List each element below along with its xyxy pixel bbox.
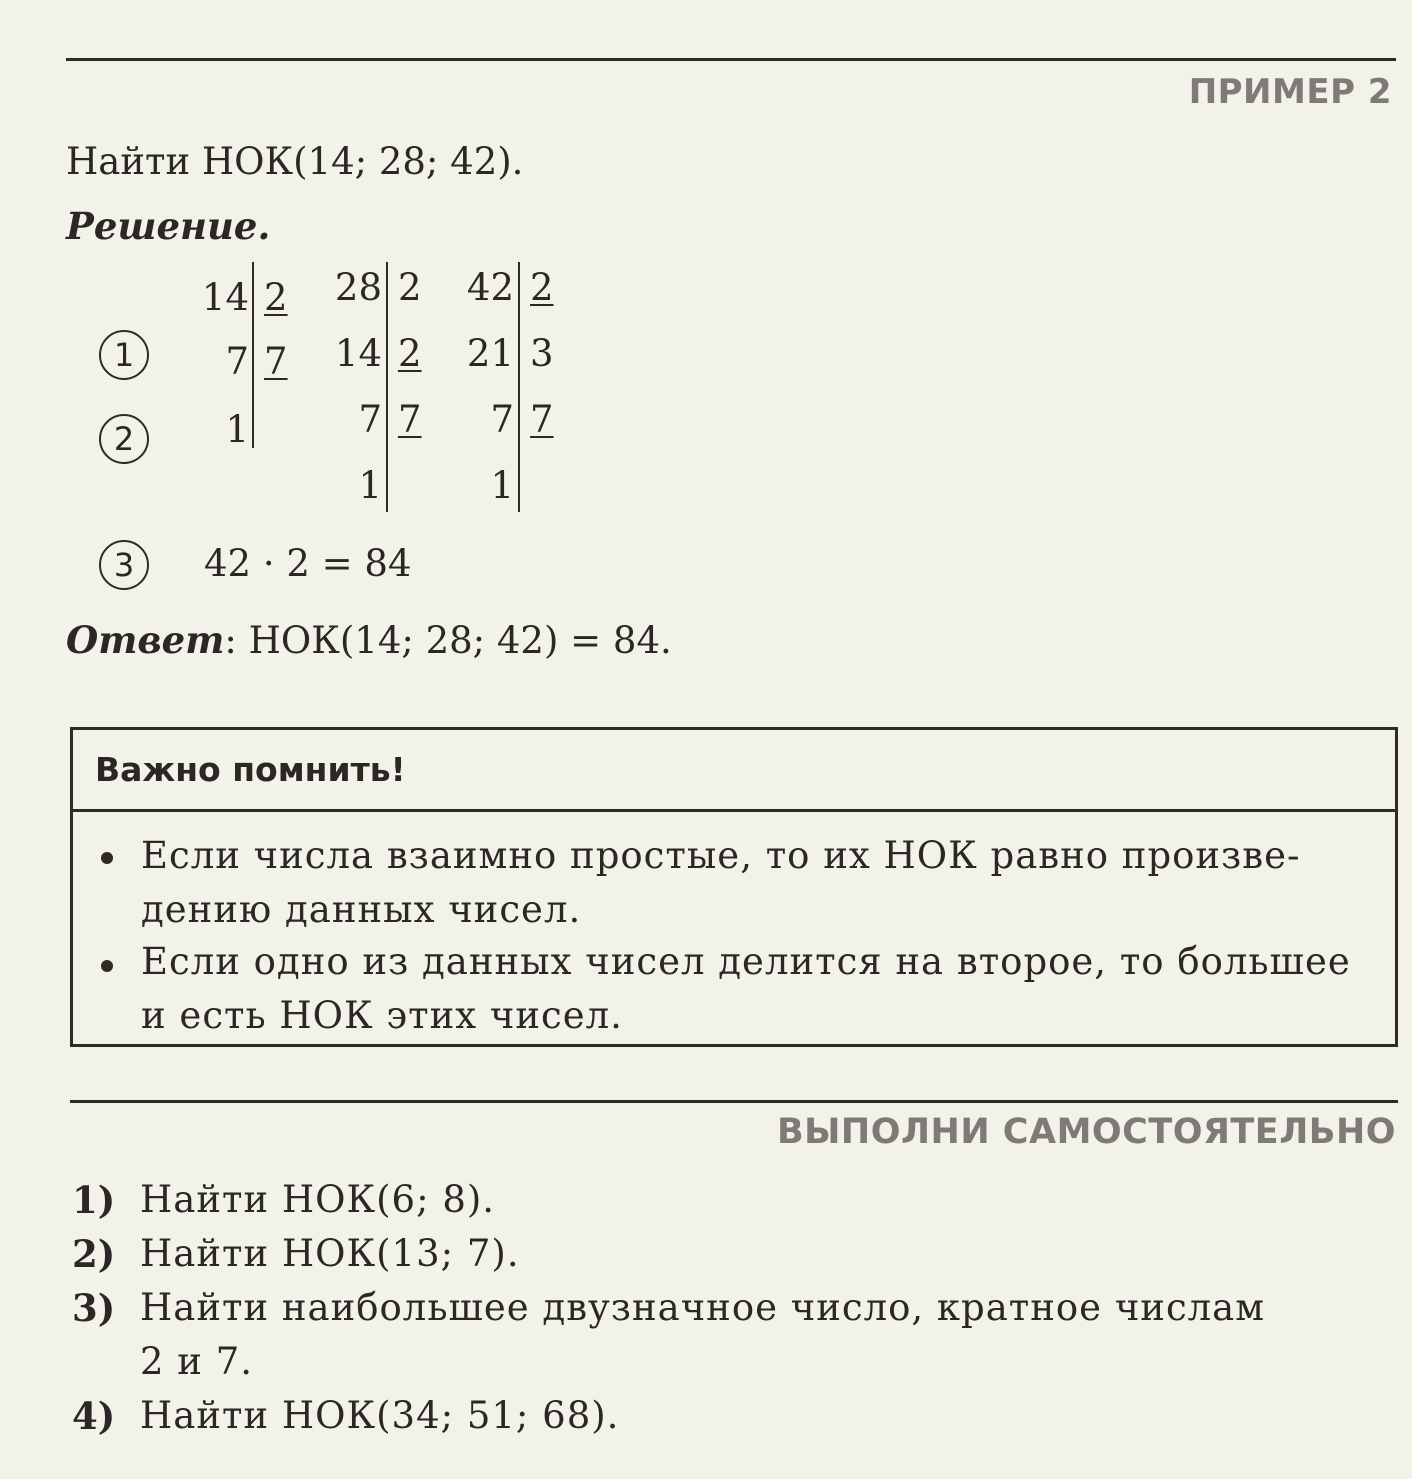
remember-bullet-2-line-1: Если одно из данных чисел делится на второе, то большее bbox=[141, 940, 1351, 983]
practice-task-number: 1) bbox=[72, 1178, 116, 1222]
step-marker-2: 2 bbox=[99, 414, 149, 464]
answer-text: : НОК(14; 28; 42) = 84. bbox=[224, 619, 672, 662]
example-task: Найти НОК(14; 28; 42). bbox=[66, 140, 524, 183]
factorization-1-number: 1 bbox=[225, 408, 249, 451]
practice-heading: ВЫПОЛНИ САМОСТОЯТЕЛЬНО bbox=[776, 1112, 1396, 1152]
practice-task-number: 2) bbox=[72, 1232, 116, 1276]
practice-task-4: Найти НОК(34; 51; 68). bbox=[140, 1394, 620, 1437]
step-marker-1: 1 bbox=[99, 330, 149, 380]
factorization-2-line bbox=[386, 262, 388, 512]
factorization-1-line bbox=[252, 262, 254, 448]
factorization-3-number: 21 bbox=[466, 332, 514, 375]
step-marker-3: 3 bbox=[99, 540, 149, 590]
factorization-2-number: 28 bbox=[334, 266, 382, 309]
practice-task-2: Найти НОК(13; 7). bbox=[140, 1232, 520, 1275]
factorization-3-divisor: 2 bbox=[530, 266, 554, 309]
factorization-3-number: 7 bbox=[490, 398, 514, 441]
bullet-dot bbox=[101, 960, 113, 972]
practice-task-1: Найти НОК(6; 8). bbox=[140, 1178, 496, 1221]
factorization-1-number: 7 bbox=[225, 340, 249, 383]
factorization-3-divisor: 7 bbox=[530, 398, 554, 441]
remember-title: Важно помнить! bbox=[95, 750, 406, 789]
practice-task-number: 4) bbox=[72, 1394, 116, 1438]
remember-bullet-2-line-2: и есть НОК этих чисел. bbox=[141, 994, 623, 1037]
bullet-dot bbox=[101, 852, 113, 864]
factorization-1-number: 14 bbox=[201, 276, 249, 319]
factorization-3-number: 1 bbox=[490, 464, 514, 507]
answer-label: Ответ bbox=[66, 618, 225, 662]
top-rule bbox=[66, 58, 1396, 61]
factorization-3-line bbox=[518, 262, 520, 512]
factorization-1-divisor: 2 bbox=[264, 276, 288, 319]
factorization-2-number: 7 bbox=[358, 398, 382, 441]
practice-task-3-line-1: Найти наибольшее двузначное число, кратное числам bbox=[140, 1286, 1266, 1329]
example-heading: ПРИМЕР 2 bbox=[1188, 72, 1392, 112]
practice-task-number: 3) bbox=[72, 1286, 116, 1330]
practice-task-3-line-2: 2 и 7. bbox=[140, 1340, 254, 1383]
factorization-3-number: 42 bbox=[466, 266, 514, 309]
remember-box bbox=[70, 727, 1398, 1047]
practice-rule bbox=[70, 1100, 1398, 1103]
solution-label: Решение. bbox=[66, 204, 271, 248]
factorization-1-divisor: 7 bbox=[264, 340, 288, 383]
remember-bullet-1-line-1: Если числа взаимно простые, то их НОК равно произве- bbox=[141, 834, 1301, 877]
remember-bullet-1-line-2: дению данных чисел. bbox=[141, 888, 582, 931]
factorization-2-divisor: 2 bbox=[398, 332, 422, 375]
answer-line bbox=[66, 618, 672, 662]
factorization-2-divisor: 7 bbox=[398, 398, 422, 441]
factorization-2-divisor: 2 bbox=[398, 266, 422, 309]
remember-box-header bbox=[73, 730, 1395, 812]
factorization-2-number: 1 bbox=[358, 464, 382, 507]
factorization-2-number: 14 bbox=[334, 332, 382, 375]
computation: 42 · 2 = 84 bbox=[204, 542, 412, 585]
factorization-3-divisor: 3 bbox=[530, 332, 554, 375]
